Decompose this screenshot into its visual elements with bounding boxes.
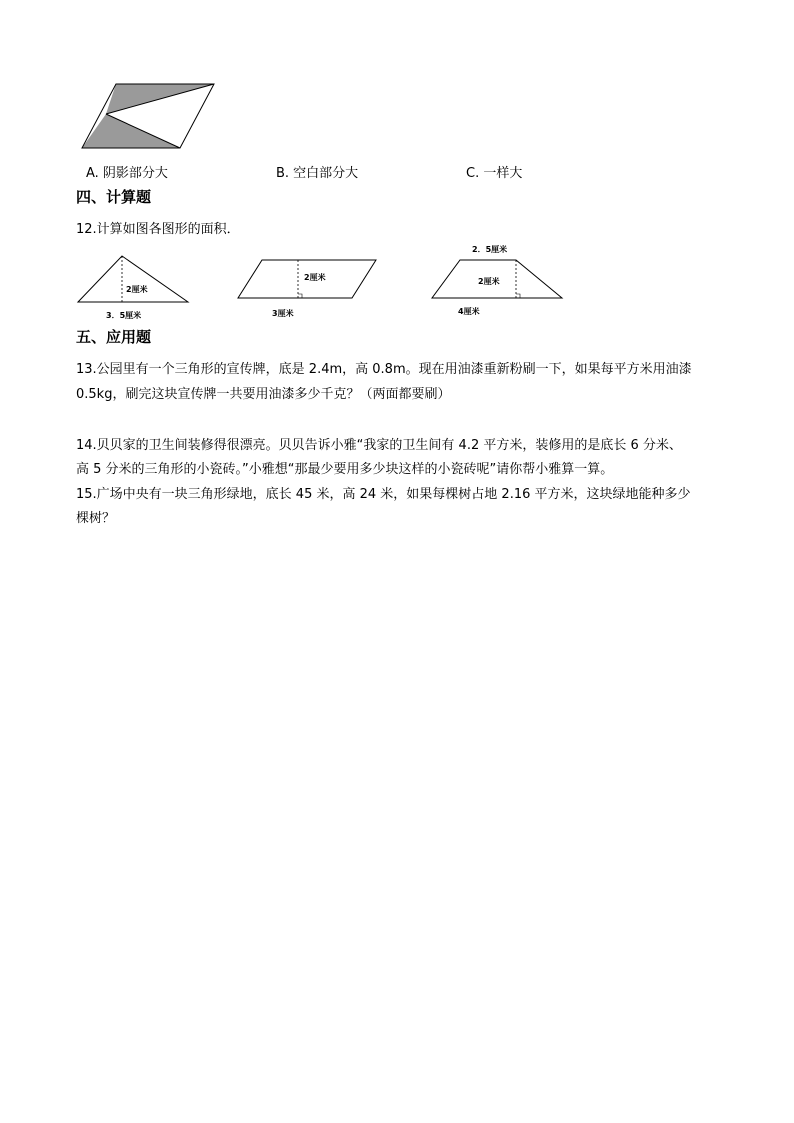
parallelogram-figure <box>236 254 380 324</box>
question-15-line-2: 棵树？ <box>76 511 116 526</box>
option-c[interactable]: C. 一样大 <box>466 166 523 181</box>
trapezoid-height-label: 2厘米 <box>478 277 500 286</box>
shaded-region-bottom <box>82 114 180 148</box>
trapezoid-top-label: 2．5厘米 <box>472 245 508 254</box>
question-15-line-1: 15.广场中央有一块三角形绿地，底长 45 米，高 24 米，如果每棵树占地 2.16 平方米，这块绿地能种多少 <box>76 487 691 502</box>
option-b[interactable]: B. 空白部分大 <box>276 166 359 181</box>
parallelogram-base-label: 3厘米 <box>272 309 294 318</box>
option-a[interactable]: A. 阴影部分大 <box>86 166 168 181</box>
parallelogram-right-angle-mark <box>298 294 302 298</box>
parallelogram-height-label: 2厘米 <box>304 273 326 282</box>
question-13-line-1: 13.公园里有一个三角形的宣传牌，底是 2.4m，高 0.8m。现在用油漆重新粉刷一下，如果每平方米用油漆 <box>76 362 692 377</box>
answer-options <box>0 162 794 182</box>
trapezoid-right-angle-mark <box>516 294 520 298</box>
question-13-line-2: 0.5kg，刷完这块宣传牌一共要用油漆多少千克？（两面都要刷） <box>76 387 451 402</box>
trapezoid-bottom-label: 4厘米 <box>458 307 480 316</box>
triangle-figure <box>74 252 194 326</box>
question-14-line-2: 高 5 分米的三角形的小瓷砖。”小雅想“那最少要用多少块这样的小瓷砖呢”请你帮小雅算一算。 <box>76 462 614 477</box>
section-title-calculation: 四、计算题 <box>76 188 152 206</box>
trapezoid-figure <box>428 242 568 320</box>
triangle-height-label: 2厘米 <box>126 285 148 294</box>
section-title-application: 五、应用题 <box>76 328 152 346</box>
question-12: 12.计算如图各图形的面积． <box>76 222 240 237</box>
triangle-base-label: 3．5厘米 <box>106 311 142 320</box>
question-14-line-1: 14.贝贝家的卫生间装修得很漂亮。贝贝告诉小雅“我家的卫生间有 4.2 平方米，装修用的是底长 6 分米、 <box>76 438 682 453</box>
triangle-shape <box>78 256 188 302</box>
rhombus-shaded-figure <box>78 82 218 152</box>
